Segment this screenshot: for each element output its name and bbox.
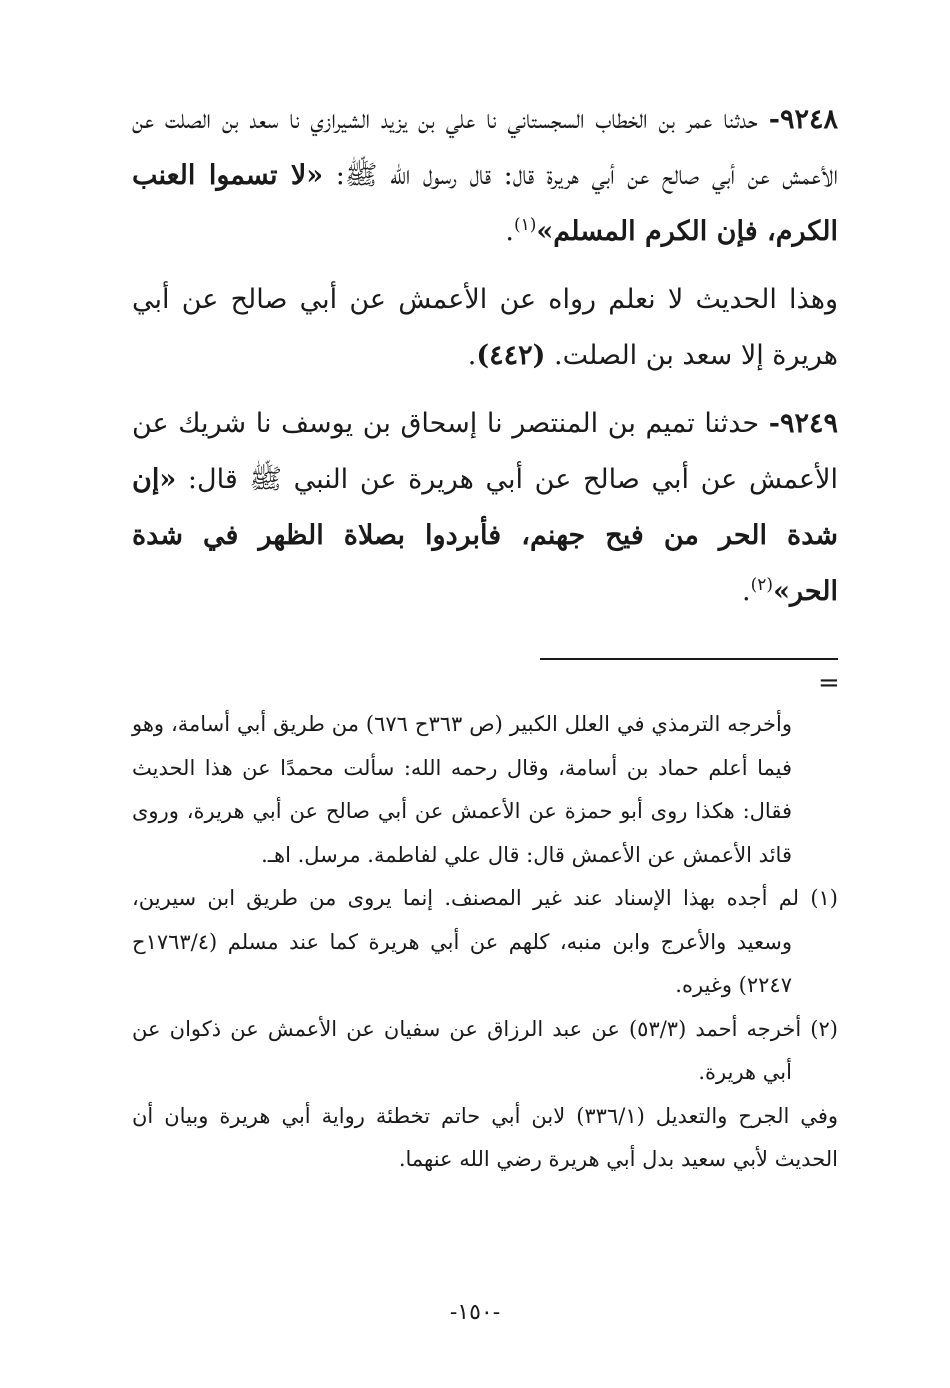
footnote-ref: (١) [513,215,537,235]
hadith-matn: «إن شدة الحر من فيح جهنم، فأبردوا بصلاة الظهر في شدة الحر» [132,464,838,607]
footnote-1: (١) لم أجده بهذا الإسناد عند غير المصنف. إنما يروى من طريق ابن سيرين، وسعيد والأعرج وابن منبه، كلهم عن أبي هريرة كما عند مسلم (١٧٦٣/٤ح ٢٢٤٧) وغيره. [132,886,838,997]
hadith-number: ٩٢٤٩- [768,408,838,439]
footnote-2-continued: وفي الجرح والتعديل (٣٣٦/١) لابن أبي حاتم تخطئة رواية أبي هريرة وبيان أن الحديث لأبي سعيد بدل أبي هريرة رضي الله عنهما. [132,1103,838,1171]
footnote-continued: وأخرجه الترمذي في العلل الكبير (ص ٣٦٣ح ٦٧٦) من طريق أبي أسامة، وهو فيما أعلم حماد بن أسامة، وقال رحمه الله: سألت محمدًا عن هذا الحديث فقال: هكذا روى أبو حمزة عن الأعمش عن أبي صالح عن أبي هريرة، وروى قائد الأعمش عن الأعمش قال: قال علي لفاطمة. مرسل. اهـ. [132,712,793,867]
main-text [132,92,838,620]
sentence-end: . [467,340,477,371]
footnote-ref: (٢) [750,575,774,595]
footnote-2: (٢) أخرجه أحمد (٥٣/٣) عن عبد الرزاق عن سفيان عن الأعمش عن ذكوان عن أبي هريرة. [132,1016,838,1084]
hadith-9248 [132,92,838,260]
continuation-mark: = [818,668,840,698]
hadith-isnad: حدثنا عمر بن الخطاب السجستاني نا علي بن يزيد الشيرازي نا سعد بن الصلت عن الأعمش عن أبي صالح عن أبي هريرة قال: قال رسول الله ﷺ: [132,104,838,191]
footnotes [132,703,838,1182]
hadith-9249 [132,396,838,620]
reference-number: (٤٤٢) [476,340,546,371]
sentence-end: . [505,216,514,247]
footnote-separator [540,658,838,660]
hadith-isnad: حدثنا تميم بن المنتصر نا إسحاق بن يوسف نا شريك عن الأعمش عن أبي صالح عن أبي هريرة عن النبي ﷺ قال: [132,408,838,495]
page-number: -١٥٠- [449,1300,501,1325]
hadith-matn: «لا تسموا العنب الكرم، فإن الكرم المسلم» [132,160,838,247]
sentence-end: . [742,576,751,607]
hadith-number: ٩٢٤٨- [768,104,838,135]
comment-text: وهذا الحديث لا نعلم رواه عن الأعمش عن أبي صالح عن أبي هريرة إلا سعد بن الصلت. [132,284,838,371]
author-comment [132,272,838,384]
